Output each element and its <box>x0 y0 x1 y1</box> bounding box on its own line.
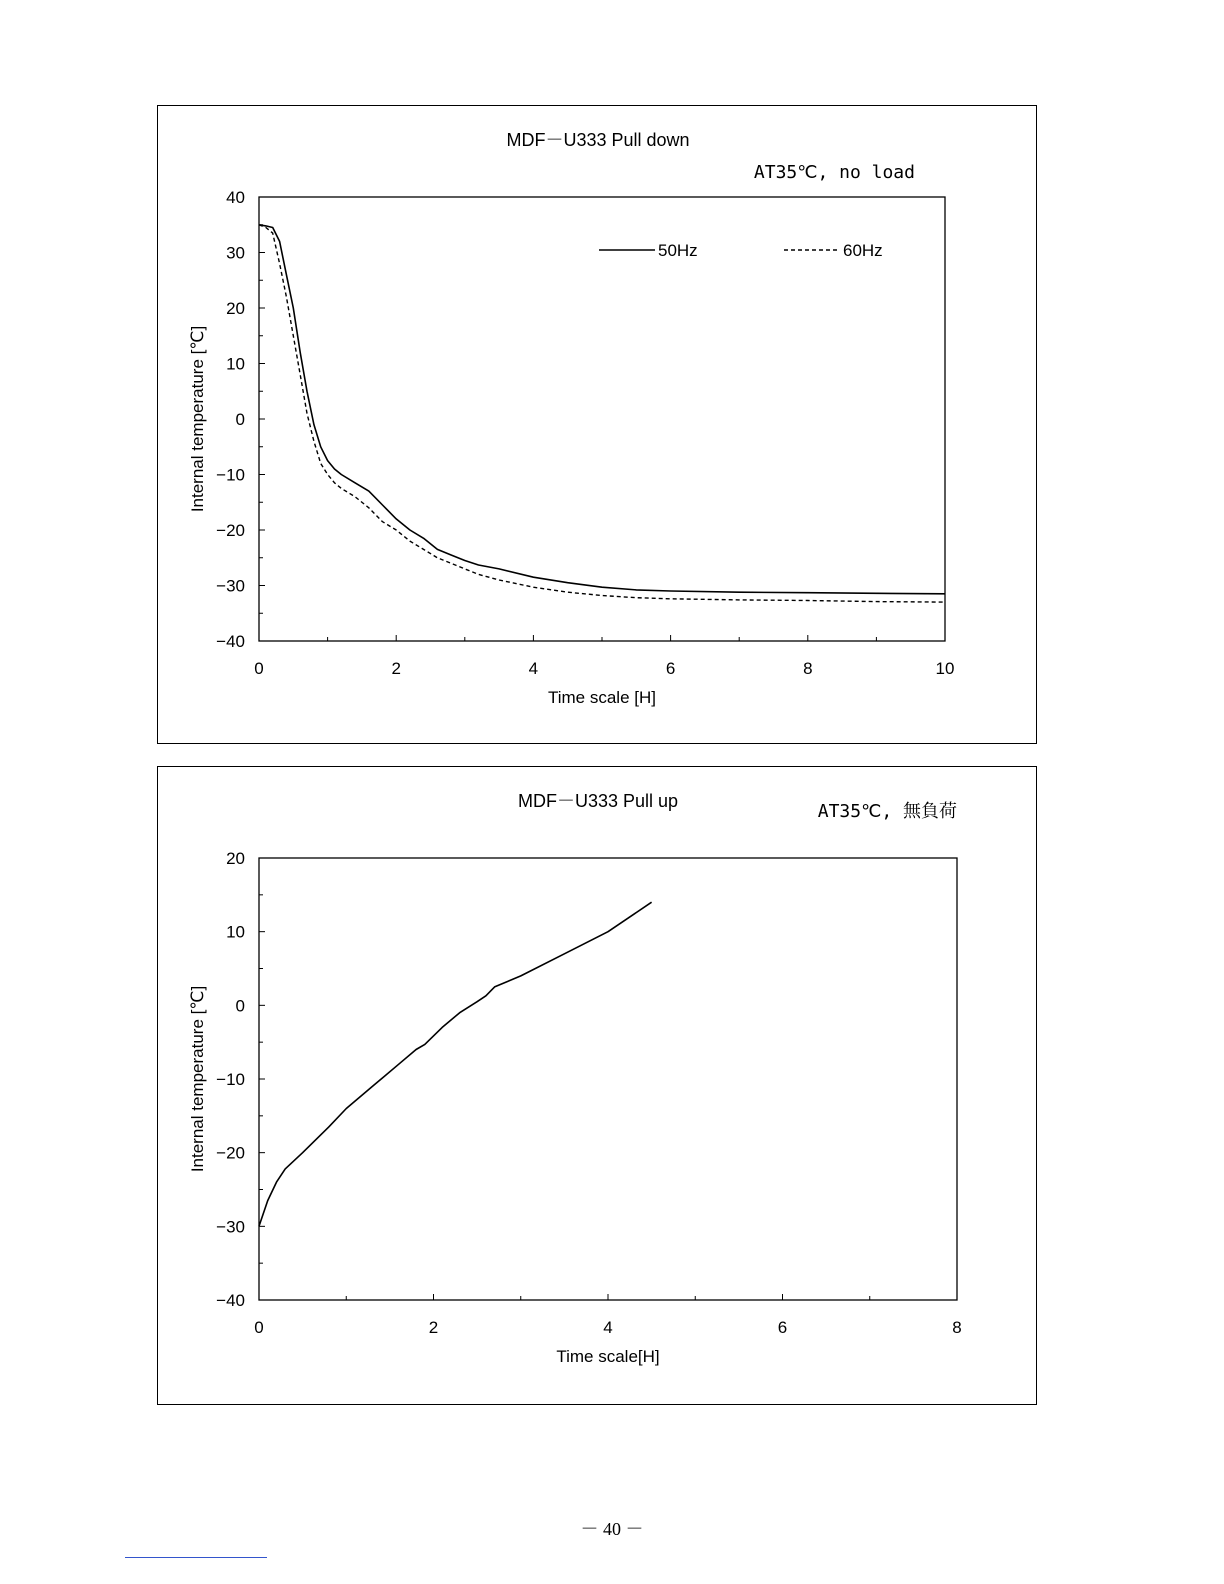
y-tick-label: −10 <box>216 465 245 485</box>
y-axis-label: Internal temperature [℃] <box>188 985 207 1173</box>
y-tick-label: −20 <box>216 1143 245 1163</box>
chart-condition: AT35℃, no load <box>753 162 915 183</box>
footer-rule <box>125 1557 267 1558</box>
x-tick-label: 6 <box>665 659 676 678</box>
y-tick-label: 10 <box>226 354 245 374</box>
y-axis-label: Internal temperature [℃] <box>188 325 207 513</box>
series-line-50hz <box>259 225 945 594</box>
page-number: － 40 － <box>580 1519 644 1539</box>
y-tick-label: −10 <box>216 1070 245 1089</box>
x-tick-label: 2 <box>391 659 401 678</box>
x-tick-label: 10 <box>935 659 955 678</box>
y-tick-label: 20 <box>226 849 245 868</box>
legend-label: 50Hz <box>658 241 698 260</box>
y-tick-label: 0 <box>235 410 245 429</box>
y-tick-label: 10 <box>226 922 245 942</box>
series-line-pull-up <box>259 902 652 1226</box>
y-tick-label: −30 <box>216 1217 245 1237</box>
y-tick-label: −30 <box>216 576 245 596</box>
series-line-60hz <box>259 225 945 602</box>
plot-area <box>259 197 945 641</box>
x-tick-label: 4 <box>528 659 539 678</box>
chart-title: MDF－U333 Pull up <box>517 791 679 811</box>
x-tick-label: 2 <box>428 1318 439 1337</box>
y-tick-label: 20 <box>226 299 245 318</box>
chart-condition: AT35℃, 無負荷 <box>817 801 957 822</box>
x-tick-label: 8 <box>803 659 813 678</box>
chart-title: MDF－U333 Pull down <box>506 130 690 150</box>
x-tick-label: 0 <box>254 1318 264 1337</box>
x-tick-label: 0 <box>254 659 264 678</box>
pull-up-chart <box>157 766 1037 1405</box>
x-tick-label: 6 <box>777 1318 788 1337</box>
pull-down-chart <box>157 105 1037 744</box>
y-tick-label: −20 <box>216 521 245 540</box>
x-axis-label: Time scale[H] <box>556 1347 660 1366</box>
y-tick-label: 30 <box>226 243 245 263</box>
x-tick-label: 8 <box>952 1318 962 1337</box>
y-tick-label: 0 <box>235 996 245 1016</box>
legend-label: 60Hz <box>843 241 883 260</box>
x-tick-label: 4 <box>603 1318 613 1337</box>
y-tick-label: −40 <box>216 1291 245 1310</box>
y-tick-label: −40 <box>216 632 245 651</box>
pull-up-chart-svg <box>158 767 1036 1404</box>
x-axis-label: Time scale [H] <box>547 688 657 707</box>
pull-down-chart-svg <box>158 106 1036 743</box>
y-tick-label: 40 <box>226 188 245 207</box>
plot-area <box>259 858 957 1300</box>
